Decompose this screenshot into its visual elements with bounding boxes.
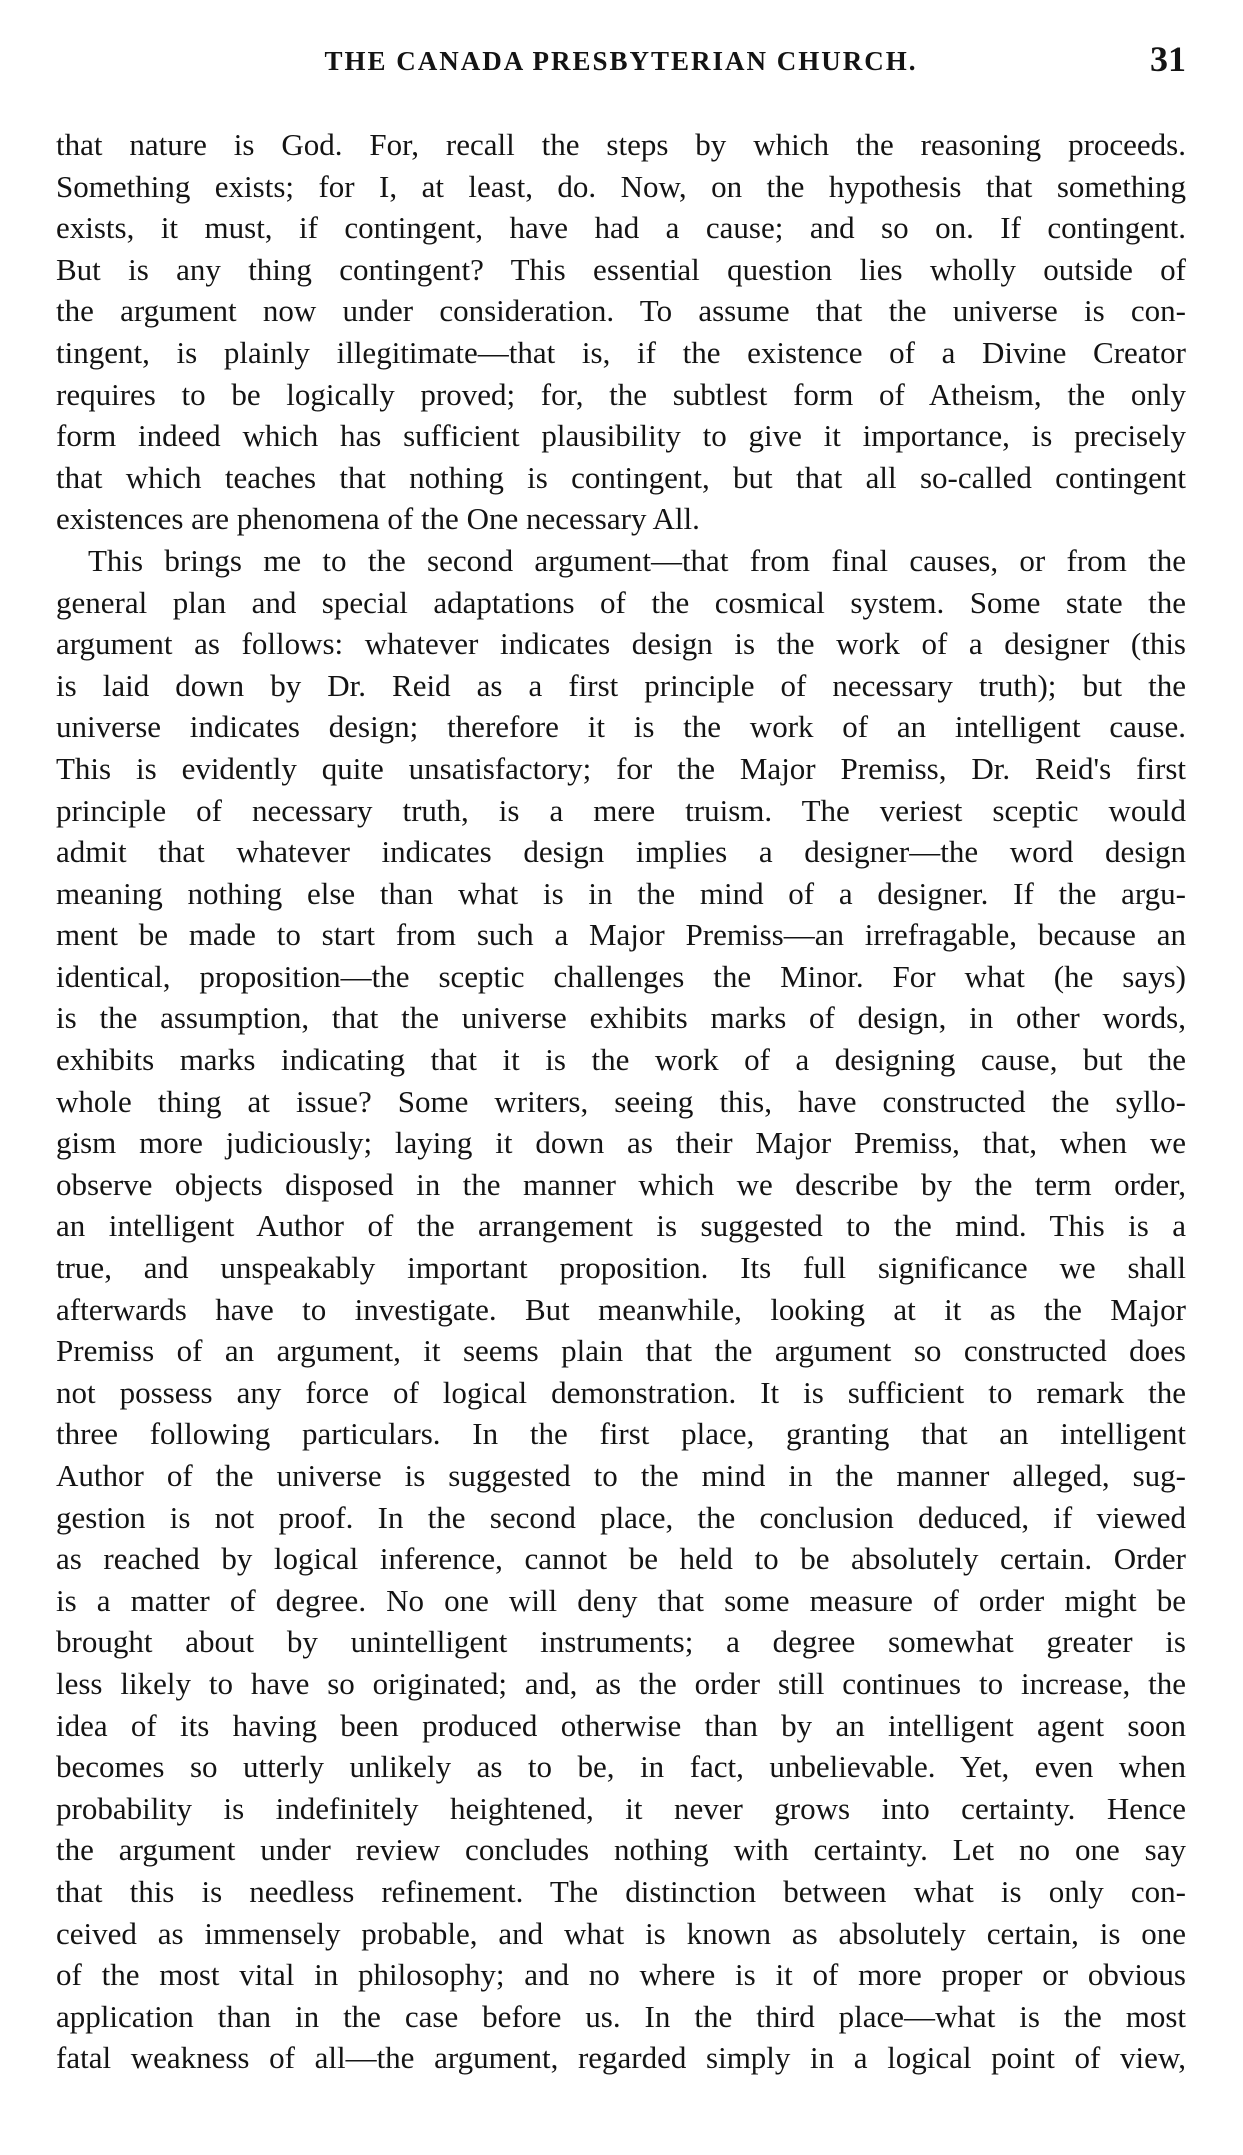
text-line: probability is indefinitely heightened, it never grows into certainty. Hence — [56, 1790, 1186, 1826]
text-line: afterwards have to investigate. But meanwhile, looking at it as the Major — [56, 1291, 1186, 1327]
text-line: is laid down by Dr. Reid as a first principle of necessary truth); but the — [56, 667, 1186, 703]
text-line: ment be made to start from such a Major Premiss—an irrefragable, because an — [56, 917, 1186, 953]
text-line: that this is needless refinement. The distinction between what is only con- — [56, 1873, 1186, 1909]
text-line: ceived as immensely probable, and what is known as absolutely certain, is one — [56, 1915, 1186, 1951]
text-line: brought about by unintelligent instruments; a degree somewhat greater is — [56, 1624, 1186, 1660]
text-line: Author of the universe is suggested to the mind in the manner alleged, sug- — [56, 1458, 1186, 1493]
text-line: the argument now under consideration. To assume that the universe is con- — [56, 293, 1186, 329]
text-line: exhibits marks indicating that it is the work of a designing cause, but the — [56, 1042, 1186, 1078]
text-line: application than in the case before us. In the third place—what is the most — [56, 1998, 1186, 2034]
text-line: not possess any force of logical demonstration. It is sufficient to remark the — [56, 1374, 1186, 1410]
text-line: is a matter of degree. No one will deny that some measure of order might be — [56, 1582, 1186, 1618]
text-line: less likely to have so originated; and, as the order still continues to increase, the — [56, 1665, 1186, 1701]
book-page — [56, 34, 1186, 2079]
text-line: requires to be logically proved; for, the subtlest form of Atheism, the only — [56, 376, 1186, 412]
text-line: meaning nothing else than what is in the mind of a designer. If the argu- — [56, 875, 1186, 911]
text-line: gestion is not proof. In the second place, the conclusion deduced, if viewed — [56, 1499, 1186, 1535]
text-line: whole thing at issue? Some writers, seeing this, have constructed the syllo- — [56, 1083, 1186, 1119]
text-line: an intelligent Author of the arrangement is suggested to the mind. This is a — [56, 1208, 1186, 1244]
text-line: identical, proposition—the sceptic challenges the Minor. For what (he says) — [56, 958, 1186, 994]
text-line: This brings me to the second argument—that from final causes, or from the — [88, 542, 1186, 578]
text-line: true, and unspeakably important proposition. Its full significance we shall — [56, 1250, 1186, 1286]
body-text — [56, 124, 1186, 2079]
text-line: universe indicates design; therefore it is the work of an intelligent cause. — [56, 709, 1186, 745]
text-line: existences are phenomena of the One necessary All. — [56, 501, 700, 537]
paragraph-1 — [56, 124, 1186, 540]
text-line: fatal weakness of all—the argument, regarded simply in a logical point of view, — [56, 2040, 1186, 2076]
running-title: THE CANADA PRESBYTERIAN CHURCH. — [324, 46, 918, 76]
paragraph-2 — [56, 540, 1186, 2079]
text-line: argument as follows: whatever indicates design is the work of a designer (this — [56, 626, 1186, 662]
text-line: observe objects disposed in the manner which we describe by the term order, — [56, 1166, 1186, 1202]
text-line: that which teaches that nothing is contingent, but that all so-called contingent — [56, 459, 1186, 495]
text-line: Something exists; for I, at least, do. Now, on the hypothesis that something — [56, 168, 1186, 204]
text-line: gism more judiciously; laying it down as their Major Premiss, that, when we — [56, 1125, 1186, 1161]
text-line: tingent, is plainly illegitimate—that is, if the existence of a Divine Creator — [56, 334, 1186, 370]
text-line: the argument under review concludes nothing with certainty. Let no one say — [56, 1832, 1186, 1868]
text-line: Premiss of an argument, it seems plain that the argument so constructed does — [56, 1333, 1186, 1369]
text-line: as reached by logical inference, cannot be held to be absolutely certain. Order — [56, 1541, 1186, 1577]
text-line: idea of its having been produced otherwise than by an intelligent agent soon — [56, 1707, 1186, 1743]
text-line: exists, it must, if contingent, have had a cause; and so on. If contingent. — [56, 210, 1186, 246]
text-line: But is any thing contingent? This essential question lies wholly outside of — [56, 251, 1186, 287]
text-line: three following particulars. In the first place, granting that an intelligent — [56, 1416, 1186, 1452]
text-line: principle of necessary truth, is a mere truism. The veriest sceptic would — [56, 792, 1186, 828]
text-line: general plan and special adaptations of the cosmical system. Some state the — [56, 584, 1186, 620]
text-line: is the assumption, that the universe exhibits marks of design, in other words, — [56, 1000, 1186, 1036]
text-line: admit that whatever indicates design implies a designer—the word design — [56, 834, 1186, 870]
text-line: that nature is God. For, recall the steps by which the reasoning proceeds. — [56, 127, 1186, 162]
page-number: 31 — [1150, 39, 1186, 79]
text-line: of the most vital in philosophy; and no where is it of more proper or obvious — [56, 1957, 1186, 1993]
running-head — [56, 34, 1186, 94]
text-line: becomes so utterly unlikely as to be, in fact, unbelievable. Yet, even when — [56, 1749, 1186, 1785]
text-line: form indeed which has sufficient plausibility to give it importance, is precisely — [56, 418, 1186, 454]
text-line: This is evidently quite unsatisfactory; for the Major Premiss, Dr. Reid's first — [56, 750, 1186, 786]
